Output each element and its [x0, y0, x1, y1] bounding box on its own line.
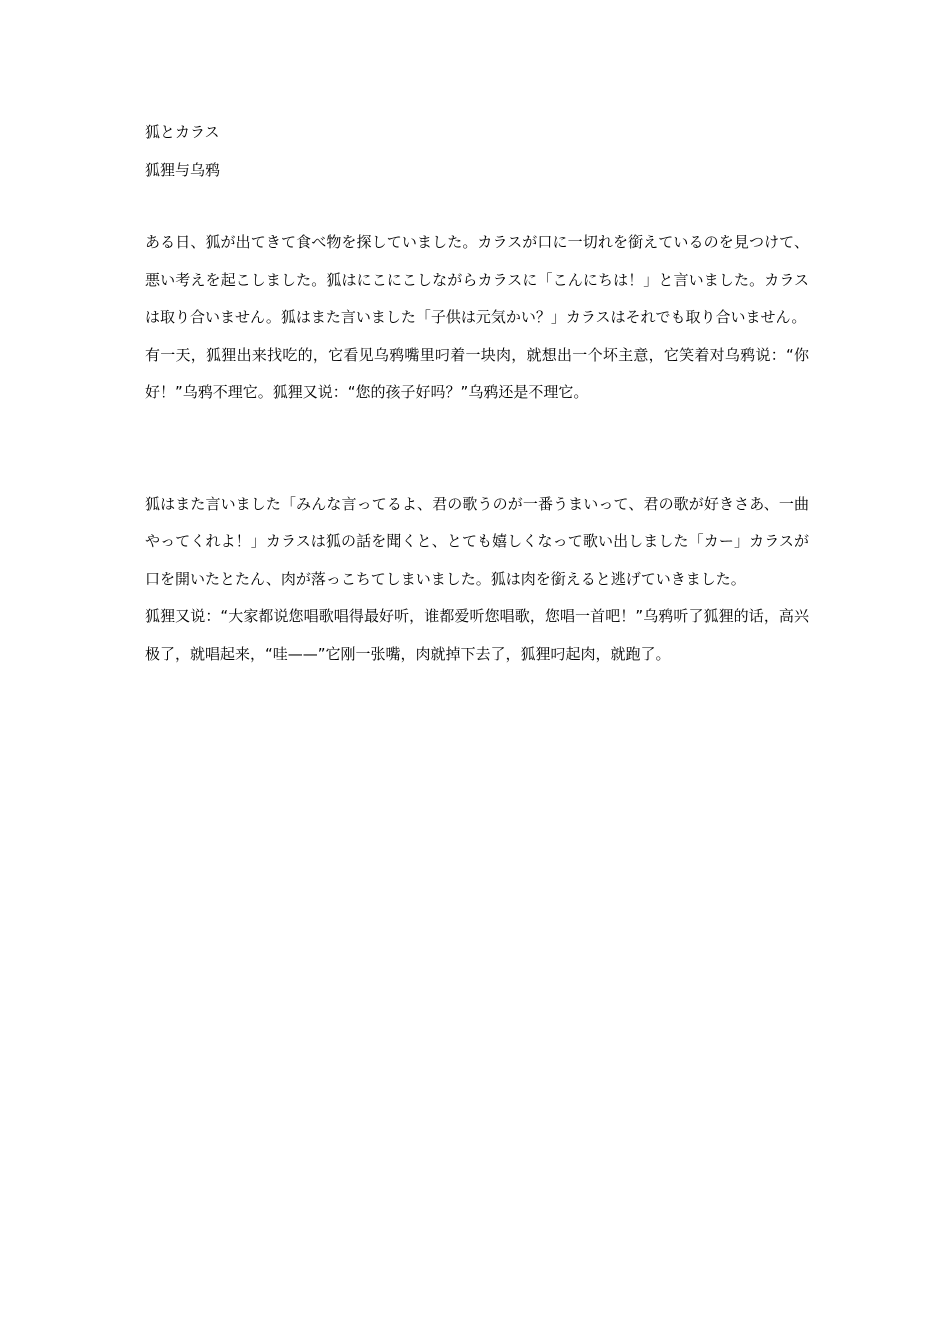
paragraph-chinese-1: 有一天，狐狸出来找吃的，它看见乌鸦嘴里叼着一块肉，就想出一个坏主意，它笑着对乌鸦说：“你好！”乌鸦不理它。狐狸又说：“您的孩子好吗？”乌鸦还是不理它。: [145, 345, 809, 401]
title-chinese: 狐狸与乌鸦: [145, 161, 221, 179]
story-section-1: [145, 224, 809, 412]
paragraph-chinese-2: 狐狸又说：“大家都说您唱歌唱得最好听，谁都爱听您唱歌，您唱一首吧！”乌鸦听了狐狸的话，高兴极了，就唱起来，“哇——”它刚一张嘴，肉就掉下去了，狐狸叼起肉，就跑了。: [145, 607, 809, 663]
story-section-2: [145, 486, 809, 674]
paragraph-japanese-2: 狐はまた言いました「みんな言ってるよ、君の歌うのが一番うまいって、君の歌が好きさあ、一曲やってくれよ！」カラスは狐の話を聞くと、とても嬉しくなって歌い出しました「カー」カラスが口を開いたとたん、肉が落っこちてしまいました。狐は肉を銜えると逃げていきました。: [145, 494, 809, 588]
title-japanese: 狐とカラス: [145, 123, 220, 141]
document-body: [145, 118, 809, 673]
paragraph-japanese-1: ある日、狐が出てきて食べ物を探していました。カラスが口に一切れを銜えているのを見つけて、悪い考えを起こしました。狐はにこにこしながらカラスに「こんにちは！」と言いました。カラスは取り合いません。狐はまた言いました「子供は元気かい？」カラスはそれでも取り合いません。: [145, 233, 809, 326]
